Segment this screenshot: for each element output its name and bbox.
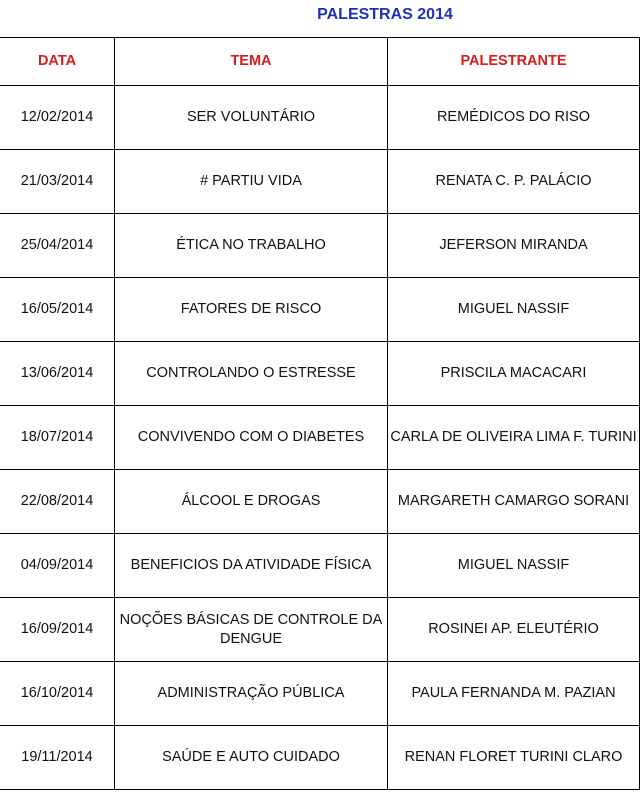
table-row (0, 598, 640, 662)
cell-palestrante: REMÉDICOS DO RISO (388, 86, 640, 150)
cell-tema: # PARTIU VIDA (115, 150, 388, 214)
cell-palestrante: RENATA C. P. PALÁCIO (388, 150, 640, 214)
cell-tema: CONVIVENDO COM O DIABETES (115, 406, 388, 470)
table-header-row (0, 38, 640, 86)
table-row (0, 662, 640, 726)
cell-palestrante: MIGUEL NASSIF (388, 534, 640, 598)
cell-data: 19/11/2014 (0, 726, 115, 790)
cell-tema: FATORES DE RISCO (115, 278, 388, 342)
cell-palestrante: CARLA DE OLIVEIRA LIMA F. TURINI (388, 406, 640, 470)
cell-data: 16/09/2014 (0, 598, 115, 662)
table-row (0, 342, 640, 406)
cell-tema: ÉTICA NO TRABALHO (115, 214, 388, 278)
header-data: DATA (0, 38, 115, 86)
cell-data: 13/06/2014 (0, 342, 115, 406)
cell-data: 21/03/2014 (0, 150, 115, 214)
table-row (0, 534, 640, 598)
cell-tema: BENEFICIOS DA ATIVIDADE FÍSICA (115, 534, 388, 598)
table-row (0, 726, 640, 790)
schedule-table (0, 37, 640, 790)
cell-palestrante: PRISCILA MACACARI (388, 342, 640, 406)
page-title: PALESTRAS 2014 (317, 6, 453, 23)
cell-palestrante: MARGARETH CAMARGO SORANI (388, 470, 640, 534)
header-tema: TEMA (115, 38, 388, 86)
cell-data: 16/10/2014 (0, 662, 115, 726)
table-row (0, 470, 640, 534)
cell-data: 04/09/2014 (0, 534, 115, 598)
table-row (0, 278, 640, 342)
table-row (0, 406, 640, 470)
cell-data: 12/02/2014 (0, 86, 115, 150)
table-row (0, 150, 640, 214)
table-row (0, 86, 640, 150)
cell-tema: CONTROLANDO O ESTRESSE (115, 342, 388, 406)
cell-data: 22/08/2014 (0, 470, 115, 534)
cell-tema: ÁLCOOL E DROGAS (115, 470, 388, 534)
cell-tema: SER VOLUNTÁRIO (115, 86, 388, 150)
cell-palestrante: MIGUEL NASSIF (388, 278, 640, 342)
cell-tema: NOÇÕES BÁSICAS DE CONTROLE DA DENGUE (115, 598, 388, 662)
cell-data: 25/04/2014 (0, 214, 115, 278)
header-palestrante: PALESTRANTE (388, 38, 640, 86)
cell-palestrante: PAULA FERNANDA M. PAZIAN (388, 662, 640, 726)
cell-data: 18/07/2014 (0, 406, 115, 470)
table-row (0, 214, 640, 278)
cell-palestrante: JEFERSON MIRANDA (388, 214, 640, 278)
cell-palestrante: ROSINEI AP. ELEUTÉRIO (388, 598, 640, 662)
cell-palestrante: RENAN FLORET TURINI CLARO (388, 726, 640, 790)
cell-data: 16/05/2014 (0, 278, 115, 342)
cell-tema: ADMINISTRAÇÃO PÚBLICA (115, 662, 388, 726)
cell-tema: SAÚDE E AUTO CUIDADO (115, 726, 388, 790)
